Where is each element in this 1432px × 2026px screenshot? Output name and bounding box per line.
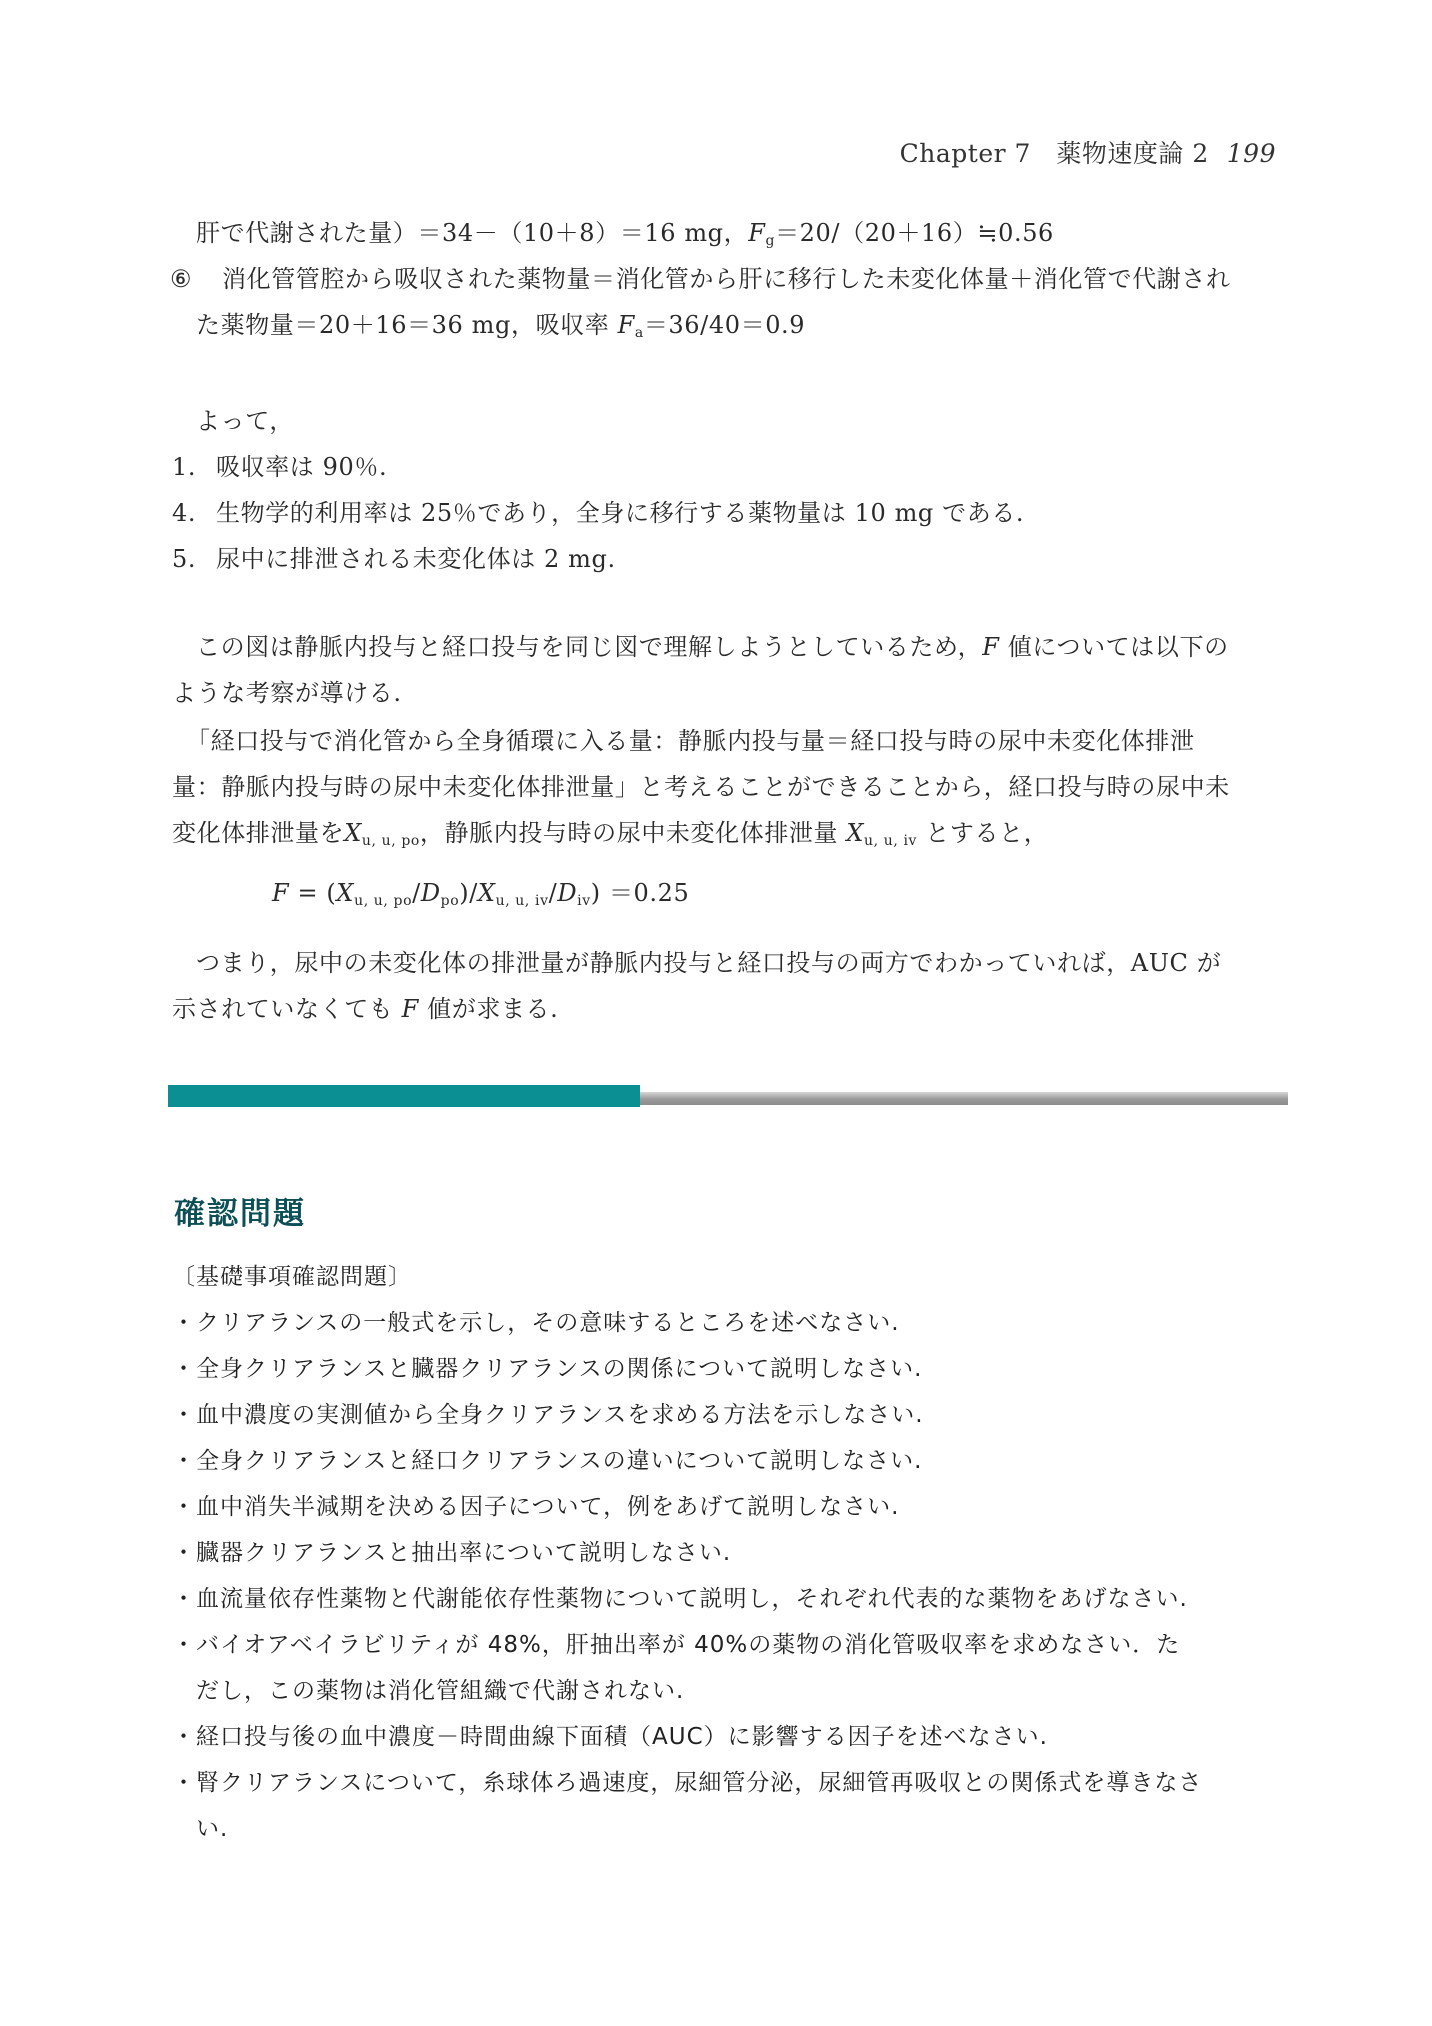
answer-num: 5. xyxy=(172,545,197,573)
item-6-line2 xyxy=(196,302,805,356)
math-var: X xyxy=(846,819,865,847)
math-sub: g xyxy=(765,233,776,249)
review-question: ・血中濃度の実測値から全身クリアランスを求める方法を示しなさい. xyxy=(172,1402,924,1428)
text-span: た薬物量＝20＋16＝36 mg，吸収率 xyxy=(196,311,610,339)
item-6-num: ⑥ xyxy=(170,265,193,293)
review-question: ・経口投与後の血中濃度－時間曲線下面積（AUC）に影響する因子を述べなさい. xyxy=(172,1724,1048,1750)
text-span: 変化体排泄量を xyxy=(172,819,345,847)
math-var: D xyxy=(557,879,578,907)
text-span: この図は静脈内投与と経口投与を同じ図で理解しようとしているため， xyxy=(196,633,983,661)
math-sub: u, u, po xyxy=(361,833,420,849)
paragraph-line xyxy=(172,986,558,1032)
text-span: 肝で代謝された量）＝34－（10＋8）＝16 mg， xyxy=(196,219,749,247)
divider-gray-bar xyxy=(640,1092,1288,1105)
math-sub: po xyxy=(440,893,460,909)
math-var: F xyxy=(748,219,766,247)
answer-num: 4. xyxy=(172,499,197,527)
review-question: ・全身クリアランスと臓器クリアランスの関係について説明しなさい. xyxy=(172,1356,923,1382)
item-6-line1: 消化管管腔から吸収された薬物量＝消化管から肝に移行した未変化体量＋消化管で代謝され xyxy=(222,265,1231,293)
review-question: ・臓器クリアランスと抽出率について説明しなさい. xyxy=(172,1540,732,1566)
answer-text: 尿中に排泄される未変化体は 2 mg. xyxy=(216,545,616,573)
math-sub: iv xyxy=(577,893,591,909)
review-question-cont: だし，この薬物は消化管組織で代謝されない. xyxy=(172,1678,685,1704)
therefore-text: よって， xyxy=(196,407,294,435)
review-question: ・腎クリアランスについて，糸球体ろ過速度，尿細管分泌，尿細管再吸収との関係式を導きなさ xyxy=(172,1770,1203,1796)
answer-text: 生物学的利用率は 25％であり，全身に移行する薬物量は 10 mg である. xyxy=(216,499,1025,527)
math-var: F xyxy=(982,633,1000,661)
math-sub: u, u, iv xyxy=(864,833,918,849)
text-span: ＝20/（20＋16）≒0.56 xyxy=(775,219,1054,247)
paragraph-line: ような考察が導ける. xyxy=(172,679,402,707)
page-number: 199 xyxy=(1226,139,1276,168)
paragraph-line: 「経口投与で消化管から全身循環に入る量：静脈内投与量＝経口投与時の尿中未変化体排泄 xyxy=(186,727,1195,755)
math-var: F xyxy=(617,311,635,339)
review-question: ・全身クリアランスと経口クリアランスの違いについて説明しなさい. xyxy=(172,1448,923,1474)
chapter-title: Chapter 7 薬物速度論 2 xyxy=(899,139,1209,168)
math-var: X xyxy=(477,879,496,907)
text-span: 値については以下の xyxy=(1007,633,1229,661)
section-title: 確認問題 xyxy=(174,1196,306,1232)
text-span: 示されていなくても xyxy=(172,995,394,1023)
review-question: ・血流量依存性薬物と代謝能依存性薬物について説明し，それぞれ代表的な薬物をあげなさい. xyxy=(172,1586,1188,1612)
text-span: ，静脈内投与時の尿中未変化体排泄量 xyxy=(419,819,839,847)
review-question: ・バイオアベイラビリティが 48%，肝抽出率が 40%の薬物の消化管吸収率を求めなさい．た xyxy=(172,1632,1181,1658)
math-var: D xyxy=(420,879,441,907)
math-var: F xyxy=(401,995,419,1023)
math-sub: u, u, po xyxy=(354,893,413,909)
text-span: とすると， xyxy=(925,819,1049,847)
paragraph-line xyxy=(172,810,1048,864)
review-question: ・クリアランスの一般式を示し，その意味するところを述べなさい. xyxy=(172,1310,900,1336)
paragraph-line: 量：静脈内投与時の尿中未変化体排泄量」と考えることができることから，経口投与時の尿中未 xyxy=(172,773,1230,801)
running-header xyxy=(900,134,1276,170)
answer-text: 吸収率は 90％. xyxy=(216,453,388,481)
answer-num: 1. xyxy=(172,453,197,481)
review-subtitle: 〔基礎事項確認問題〕 xyxy=(172,1264,412,1290)
review-question-cont: い. xyxy=(172,1816,229,1842)
math-var: X xyxy=(344,819,362,847)
math-var: X xyxy=(336,879,355,907)
divider-teal-bar xyxy=(168,1085,640,1107)
formula-result: ＝0.25 xyxy=(608,879,690,907)
math-sub: u, u, iv xyxy=(495,893,549,909)
paragraph-line: つまり，尿中の未変化体の排泄量が静脈内投与と経口投与の両方でわかっていれば，AUC が xyxy=(196,949,1222,977)
text-span: ＝36/40＝0.9 xyxy=(643,311,806,339)
text-span: 値が求まる. xyxy=(427,995,559,1023)
math-sub: a xyxy=(634,325,644,341)
review-question: ・血中消失半減期を決める因子について，例をあげて説明しなさい. xyxy=(172,1494,900,1520)
formula: $F = (X_{u, u, po}/D_{po})/X_{u, u, iv}/D_{iv}) =0.25$ xyxy=(272,879,690,909)
math-var: F xyxy=(272,879,290,907)
paragraph-line xyxy=(196,624,1229,670)
